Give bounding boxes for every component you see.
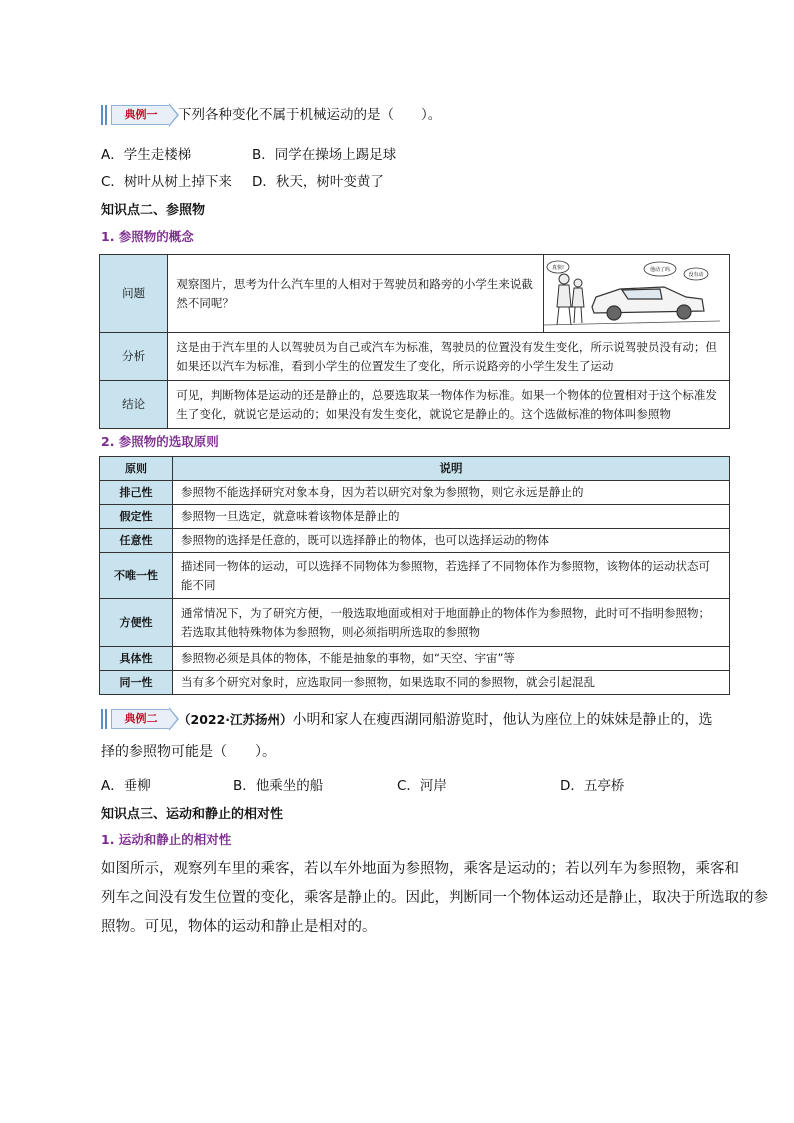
header-principle: 原则 — [100, 457, 173, 481]
example2-question-line1 — [178, 710, 713, 730]
para-line-1: 如图所示，观察列车里的乘客，若以车外地面为参照物，乘客是运动的；若以列车为参照物，乘客和 — [101, 861, 739, 877]
row-text: 观察图片，思考为什么汽车里的人相对于驾驶员和路旁的小学生来说截然不同呢？ — [168, 255, 543, 333]
table-row — [100, 505, 730, 529]
row-text: 参照物必须是具体的物体，不能是抽象的事物，如“天空、宇宙”等 — [173, 647, 730, 671]
example2-question-b: 择的参照物可能是（ ）。 — [101, 744, 276, 760]
row-label: 分析 — [100, 333, 168, 381]
para-line-3: 照物。可见，物体的运动和静止是相对的。 — [101, 919, 377, 935]
option-c: C．河岸 — [397, 778, 447, 794]
row-label: 任意性 — [100, 529, 173, 553]
option-b: B．他乘坐的船 — [233, 778, 324, 794]
table-row — [100, 481, 730, 505]
principles-table — [99, 456, 730, 695]
row-text: 参照物的选择是任意的，既可以选择静止的物体，也可以选择运动的物体 — [173, 529, 730, 553]
row-label: 排己性 — [100, 481, 173, 505]
table-row — [100, 333, 730, 381]
bubble-text-3: 没有动 — [688, 271, 704, 278]
tag-arrow-inner-icon — [169, 709, 177, 729]
tag-bars — [101, 105, 111, 125]
table-header-row — [100, 457, 730, 481]
table-row — [100, 553, 730, 599]
section2-sub1: 1. 参照物的概念 — [101, 229, 194, 244]
table-row — [100, 529, 730, 553]
tag-arrow-inner-icon — [169, 105, 177, 125]
row-text: 参照物一旦选定，就意味着该物体是静止的 — [173, 505, 730, 529]
row-label: 问题 — [100, 255, 168, 333]
bubble-text-1: 真快! — [551, 264, 564, 271]
option-d: D．五亭桥 — [560, 778, 625, 794]
row-text: 当有多个研究对象时，应选取同一参照物，如果选取不同的参照物，就会引起混乱 — [173, 671, 730, 695]
row-text: 通常情况下，为了研究方便，一般选取地面或相对于地面静止的物体作为参照物，此时可不指明参照物；若选取其他特殊物体为参照物，则必须指明所选取的参照物 — [173, 599, 730, 647]
table-row — [100, 255, 730, 333]
car-illustration — [544, 259, 720, 329]
option-c: C．树叶从树上掉下来 — [101, 174, 232, 190]
row-text: 参照物不能选择研究对象本身，因为若以研究对象为参照物，则它永远是静止的 — [173, 481, 730, 505]
option-a: A．垂柳 — [101, 778, 151, 794]
tag-bars — [101, 709, 111, 729]
row-label: 方便性 — [100, 599, 173, 647]
row-text: 这是由于汽车里的人以驾驶员为自己或汽车为标准，驾驶员的位置没有发生变化，所示说驾驶员没有动；但如果还以汽车为标准，看到小学生的位置发生了变化，所示说路旁的小学生发生了运动 — [168, 333, 730, 381]
table-row — [100, 381, 730, 429]
concept-table — [99, 254, 730, 429]
para-line-2: 列车之间没有发生位置的变化，乘客是静止的。因此，判断同一个物体运动还是静止，取决于所选取的参 — [101, 890, 768, 906]
illustration-cell — [543, 255, 729, 333]
bubble-text-2: 他动了吗 — [649, 266, 670, 273]
row-label: 假定性 — [100, 505, 173, 529]
section3-paragraph — [101, 855, 768, 942]
row-label: 具体性 — [100, 647, 173, 671]
row-text: 可见，判断物体是运动的还是静止的，总要选取某一物体作为标准。如果一个物体的位置相对于这个标准发生了变化，就说它是运动的；如果没有发生变化，就说它是静止的。这个选做标准的物体叫参照物 — [168, 381, 730, 429]
table-row — [100, 647, 730, 671]
example-tag-label: 典例二 — [111, 709, 171, 729]
row-label: 结论 — [100, 381, 168, 429]
example2-question-a: 小明和家人在瘦西湖同船游览时，他认为座位上的妹妹是静止的，选 — [292, 712, 713, 728]
example-tag-label: 典例一 — [111, 105, 171, 125]
row-text: 描述同一物体的运动，可以选择不同物体为参照物，若选择了不同物体作为参照物，该物体的运动状态可能不同 — [173, 553, 730, 599]
header-description: 说明 — [173, 457, 730, 481]
example1-question: 下列各种变化不属于机械运动的是（ ）。 — [178, 107, 442, 123]
section3-sub1: 1. 运动和静止的相对性 — [101, 832, 232, 847]
section2-title: 知识点二、参照物 — [101, 203, 206, 218]
option-d: D．秋天，树叶变黄了 — [252, 174, 384, 190]
row-label: 同一性 — [100, 671, 173, 695]
section3-title: 知识点三、运动和静止的相对性 — [101, 807, 284, 822]
row-label: 不唯一性 — [100, 553, 173, 599]
option-b: B．同学在操场上踢足球 — [252, 147, 397, 163]
table-row — [100, 599, 730, 647]
table-row — [100, 671, 730, 695]
option-a: A．学生走楼梯 — [101, 147, 192, 163]
section2-sub2: 2. 参照物的选取原则 — [101, 434, 219, 449]
example2-source: （2022·江苏扬州） — [178, 712, 293, 727]
